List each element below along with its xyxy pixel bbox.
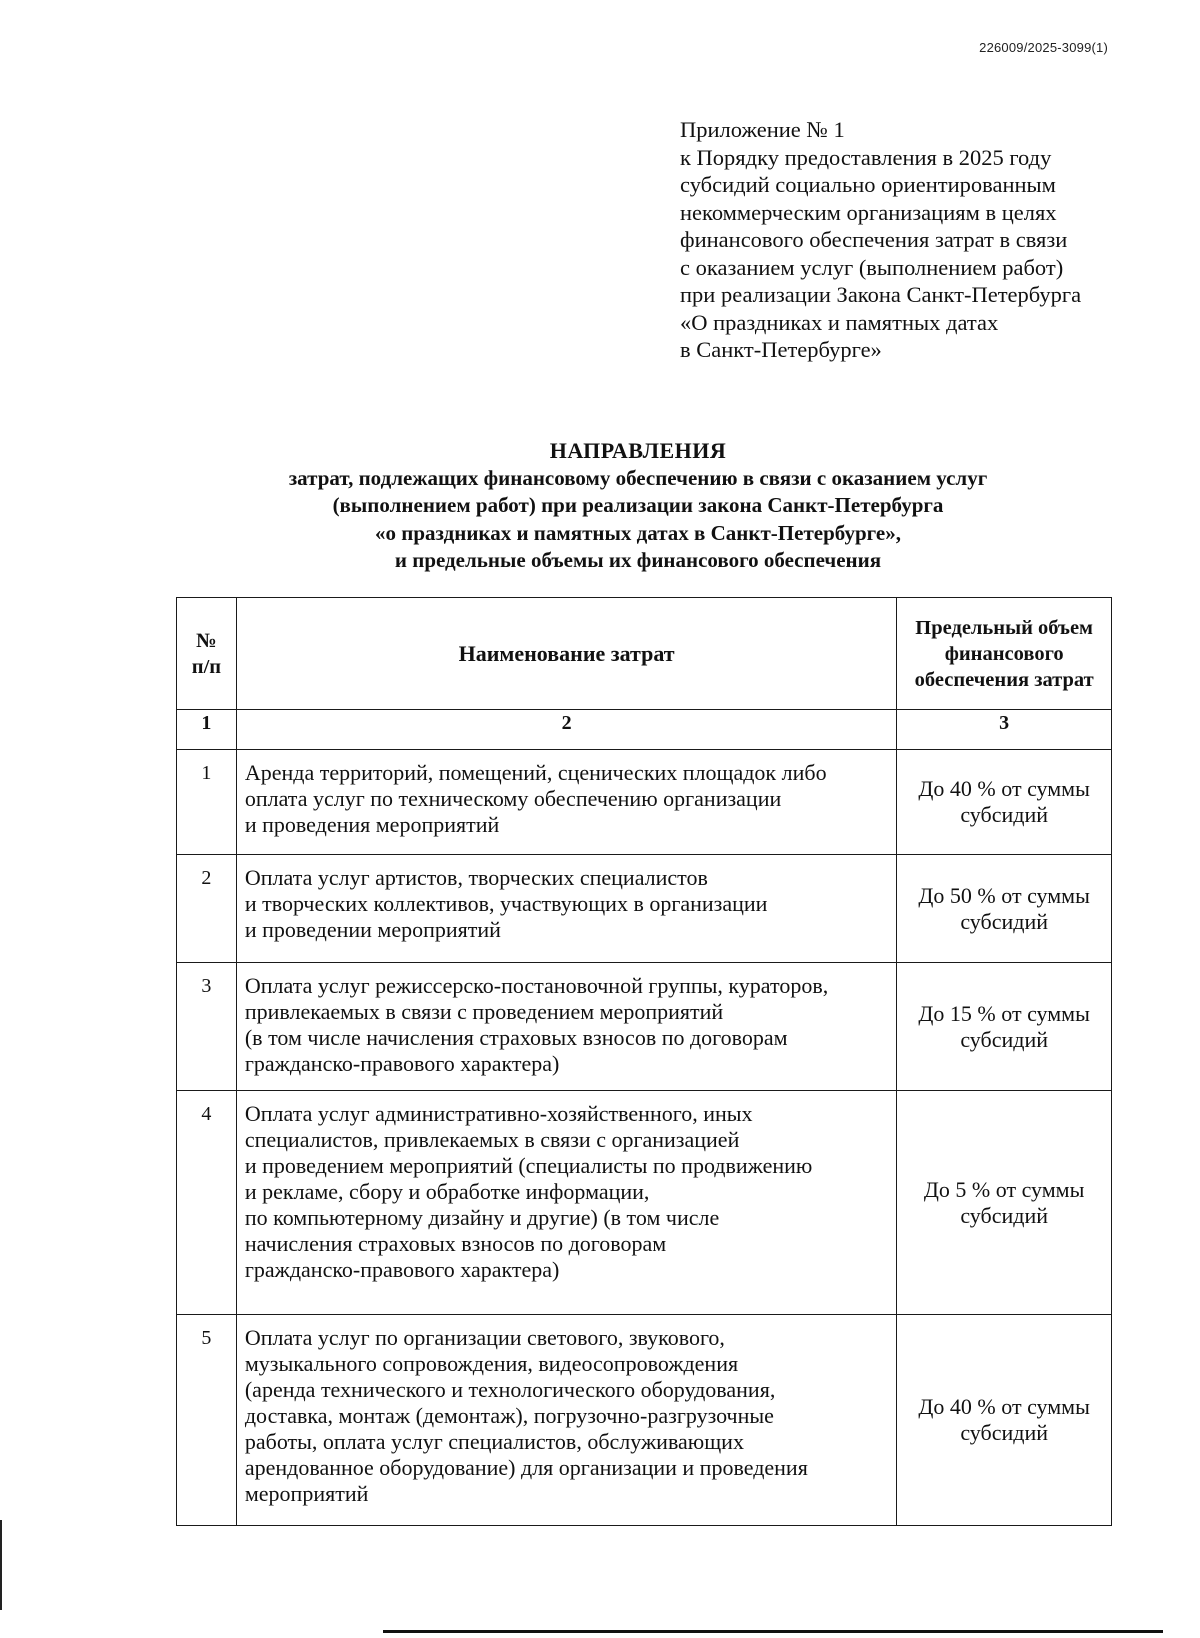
cost-name-line: специалистов, привлекаемых в связи с организацией bbox=[244, 1127, 740, 1152]
title-line: и предельные объемы их финансового обеспечения bbox=[394, 548, 882, 572]
row-number: 1 bbox=[177, 750, 237, 855]
cost-limit bbox=[897, 1091, 1112, 1315]
cost-name-line: арендованное оборудование) для организации и проведения bbox=[244, 1455, 808, 1480]
table-row bbox=[177, 1315, 1112, 1526]
title-line: «о праздниках и памятных датах в Санкт-Петербурге», bbox=[375, 520, 901, 545]
cost-name-line: работы, оплата услуг специалистов, обслуживающих bbox=[244, 1429, 744, 1454]
cost-limit-line: До 15 % от суммы bbox=[918, 1000, 1090, 1026]
cost-limit-line: До 50 % от суммы bbox=[918, 882, 1090, 908]
header-limit-line: финансового bbox=[944, 642, 1064, 665]
cost-name-line: и проведении мероприятий bbox=[244, 917, 501, 942]
cost-limit-line: До 5 % от суммы bbox=[923, 1176, 1085, 1202]
table-row bbox=[177, 750, 1112, 855]
annex-line: с оказанием услуг (выполнением работ) bbox=[680, 254, 1064, 280]
cost-limit bbox=[897, 855, 1112, 963]
cost-name-line: Оплата услуг по организации светового, звукового, bbox=[244, 1325, 725, 1350]
cost-limit-line: субсидий bbox=[960, 802, 1048, 827]
row-number: 5 bbox=[177, 1315, 237, 1526]
scan-edge-mark bbox=[0, 1520, 2, 1610]
cost-name-line: (в том числе начисления страховых взносов по договорам bbox=[244, 1025, 788, 1050]
cost-name-line: оплата услуг по техническому обеспечению организации bbox=[244, 786, 782, 811]
column-index: 3 bbox=[897, 710, 1112, 750]
table-row bbox=[177, 855, 1112, 963]
costs-table bbox=[176, 597, 1112, 1526]
cost-limit-line: До 40 % от суммы bbox=[918, 776, 1090, 801]
table-row bbox=[177, 1091, 1112, 1315]
cost-name-line: музыкального сопровождения, видеосопровождения bbox=[244, 1351, 739, 1376]
cost-name-line: и проведением мероприятий (специалисты по продвижению bbox=[244, 1153, 813, 1178]
cost-limit-line: субсидий bbox=[960, 1202, 1048, 1228]
row-number: 4 bbox=[177, 1091, 237, 1315]
scan-bottom-line bbox=[383, 1630, 1163, 1633]
cost-name bbox=[236, 855, 896, 963]
header-limit bbox=[897, 598, 1112, 710]
cost-name-line: начисления страховых взносов по договорам bbox=[244, 1231, 667, 1256]
header-name: Наименование затрат bbox=[236, 598, 896, 710]
annex-line: Приложение № 1 bbox=[680, 117, 845, 142]
cost-limit-line: субсидий bbox=[960, 908, 1048, 934]
column-index-row bbox=[177, 710, 1112, 750]
cost-name-line: Аренда территорий, помещений, сценических площадок либо bbox=[244, 760, 827, 785]
cost-name-line: мероприятий bbox=[244, 1481, 369, 1506]
cost-name-line: Оплата услуг артистов, творческих специалистов bbox=[244, 865, 708, 890]
annex-line: при реализации Закона Санкт-Петербурга bbox=[680, 282, 1082, 307]
title-heading: НАПРАВЛЕНИЯ bbox=[549, 438, 727, 463]
header-limit-line: Предельный объем bbox=[915, 616, 1094, 639]
cost-name-line: Оплата услуг административно-хозяйственного, иных bbox=[244, 1101, 753, 1126]
cost-limit bbox=[897, 963, 1112, 1091]
cost-name-line: Оплата услуг режиссерско-постановочной группы, кураторов, bbox=[244, 973, 829, 998]
cost-name-line: и проведения мероприятий bbox=[244, 812, 500, 837]
table-header-row bbox=[177, 598, 1112, 710]
annex-line: финансового обеспечения затрат в связи bbox=[680, 227, 1068, 252]
column-index: 2 bbox=[236, 710, 896, 750]
cost-limit-line: субсидий bbox=[960, 1420, 1048, 1445]
cost-name-line: гражданско-правового характера) bbox=[244, 1051, 560, 1076]
row-number: 3 bbox=[177, 963, 237, 1091]
header-limit-line: обеспечения затрат bbox=[914, 668, 1094, 691]
cost-limit bbox=[897, 1315, 1112, 1526]
title-line: затрат, подлежащих финансовому обеспечению в связи с оказанием услуг bbox=[288, 465, 988, 490]
annex-line: к Порядку предоставления в 2025 году bbox=[680, 144, 1052, 170]
annex-line: в Санкт-Петербурге» bbox=[680, 337, 882, 362]
cost-name-line: доставка, монтаж (демонтаж), погрузочно-разгрузочные bbox=[244, 1403, 774, 1428]
table-row bbox=[177, 963, 1112, 1091]
cost-name-line: (аренда технического и технологического оборудования, bbox=[244, 1377, 776, 1402]
annex-line: субсидий социально ориентированным bbox=[680, 172, 1056, 197]
document-title bbox=[0, 437, 1200, 575]
cost-name bbox=[236, 750, 896, 855]
cost-name bbox=[236, 1315, 896, 1526]
column-index: 1 bbox=[177, 710, 237, 750]
cost-name-line: привлекаемых в связи с проведением мероприятий bbox=[244, 999, 724, 1024]
cost-name bbox=[236, 963, 896, 1091]
annex-line: «О праздниках и памятных датах bbox=[680, 309, 999, 335]
header-number bbox=[177, 598, 237, 710]
cost-name-line: и рекламе, сбору и обработке информации, bbox=[244, 1179, 650, 1204]
header-number-label: п/п bbox=[191, 655, 222, 678]
header-number-symbol: № bbox=[196, 629, 217, 652]
cost-name bbox=[236, 1091, 896, 1315]
cost-limit-line: субсидий bbox=[960, 1026, 1048, 1052]
annex-block bbox=[680, 116, 1150, 364]
cost-name-line: по компьютерному дизайну и другие) (в том числе bbox=[244, 1205, 720, 1230]
title-line: (выполнением работ) при реализации закона Санкт-Петербурга bbox=[332, 493, 944, 517]
annex-line: некоммерческим организациям в целях bbox=[680, 199, 1057, 225]
cost-limit bbox=[897, 750, 1112, 855]
document-number: 226009/2025-3099(1) bbox=[979, 40, 1108, 55]
cost-name-line: и творческих коллективов, участвующих в организации bbox=[244, 891, 768, 916]
row-number: 2 bbox=[177, 855, 237, 963]
cost-name-line: гражданско-правового характера) bbox=[244, 1257, 560, 1282]
cost-limit-line: До 40 % от суммы bbox=[918, 1394, 1090, 1419]
